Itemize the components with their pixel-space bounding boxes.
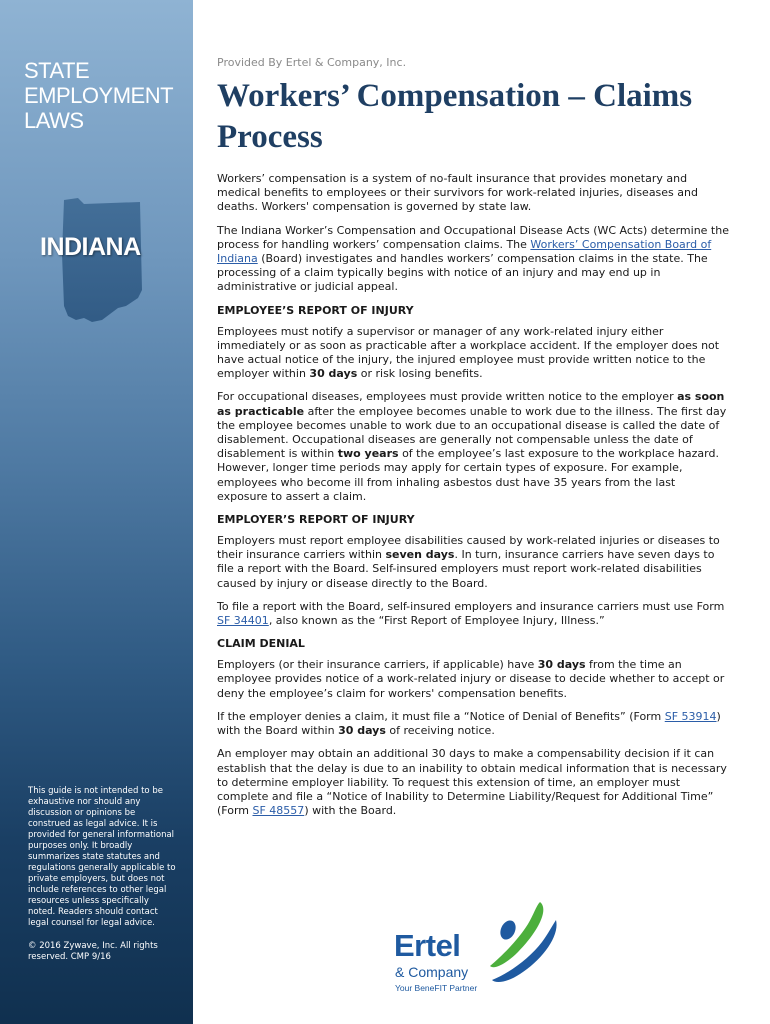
copyright-text: © 2016 Zywave, Inc. All rights reserved. CMP 9/16	[28, 941, 158, 962]
sidebar	[0, 0, 193, 1024]
employer-report-paragraph: Employers must report employee disabilities caused by work-related injuries or diseases to their insurance carriers within seven days. In turn, insurance carriers have seven days to file a report with the Board. Self-insured employers must report work-related disabilities caused by injury or disease directly to the Board.	[217, 534, 720, 590]
sf-48557-link[interactable]: SF 48557	[252, 804, 305, 818]
logo-tagline: Your BeneFIT Partner	[395, 983, 478, 993]
employer-report-heading: EMPLOYER’S REPORT OF INJURY	[217, 513, 415, 527]
disclaimer	[28, 786, 176, 975]
series-title	[24, 58, 173, 133]
employee-notice-paragraph: Employees must notify a supervisor or manager of any work-related injury either immediately or as soon as practicable after a workplace accident. If the employer does not have actual notice of the injury, the injured employee must provide written notice to the employer within 30 days or risk losing benefits.	[217, 324, 720, 381]
state-name: INDIANA	[40, 233, 141, 261]
sf-53914-link[interactable]: SF 53914	[664, 709, 717, 723]
occupational-disease-paragraph: For occupational diseases, employees must provide written notice to the employer as soon as practicable after the employee becomes unable to work due to the illness. The first day the employee becomes unable to work due to an occupational disease is called the date of disablement. Occupational diseases are generally not compensable unless the date of disablement is within two years of the employee’s last exposure to the workplace hazard. However, longer time periods may apply for certain types of exposure. For example, employees who become ill from inhaling asbestos dust have 35 years from the last exposure to assert a claim.	[217, 390, 727, 503]
intro-paragraph: Workers’ compensation is a system of no-fault insurance that provides monetary and medical benefits to employees or their survivors for work-related injuries, diseases and deaths. Workers' compensation is governed by state law.	[217, 172, 698, 214]
denial-notice-paragraph: If the employer denies a claim, it must file a “Notice of Denial of Benefits” (Form SF 53914) with the Board within 30 days of receiving notice.	[217, 709, 721, 738]
claim-denial-heading: CLAIM DENIAL	[217, 637, 305, 651]
provided-by: Provided By Ertel & Company, Inc.	[217, 56, 407, 69]
document-title: Workers’ Compensation – Claims Process	[217, 78, 693, 155]
wc-acts-paragraph: The Indiana Worker’s Compensation and Occupational Disease Acts (WC Acts) determine the process for handling workers’ compensation claims. The Workers’ Compensation Board of Indiana (Board) investigates and handles workers’ compensation claims in the state. The processing of a claim typically begins with notice of an injury and may end up in administrative or judicial appeal.	[217, 223, 729, 294]
disclaimer-text: This guide is not intended to be exhaustive nor should any discussion or opinions be construed as legal advice. It is provided for general informational purposes only. It broadly summarizes state statutes and regulations generally applicable to private employers, but does not include references to other legal resources unless specifically noted. Readers should contact legal counsel for legal advice.	[28, 786, 176, 928]
logo-name: Ertel	[394, 928, 461, 963]
document-body	[217, 172, 729, 818]
series-title-line-1: STATE	[24, 58, 90, 83]
decision-deadline-paragraph: Employers (or their insurance carriers, if applicable) have 30 days from the time an employee provides notice of a work-related injury or disease to decide whether to accept or deny the employee’s claim for workers' compensation benefits.	[217, 658, 725, 700]
sf-34401-link[interactable]: SF 34401	[217, 614, 269, 628]
ertel-swoosh-icon	[478, 900, 558, 984]
ertel-logo	[392, 900, 558, 994]
logo-company: & Company	[395, 964, 469, 980]
series-title-line-3: LAWS	[24, 108, 84, 133]
form-report-paragraph: To file a report with the Board, self-insured employers and insurance carriers must use Form SF 34401, also known as the “First Report of Employee Injury, Illness.”	[217, 599, 725, 628]
employee-report-heading: EMPLOYEE’S REPORT OF INJURY	[217, 303, 414, 317]
extension-paragraph: An employer may obtain an additional 30 days to make a compensability decision if it can establish that the delay is due to an inability to obtain medical information that is necessary to determine employer liability. To request this extension of time, an employer must complete and file a “Notice of Inability to Determine Liability/Request for Additional Time” (Form SF 48557) with the Board.	[217, 747, 727, 818]
board-link[interactable]: Workers’ Compensation Board of Indiana	[217, 237, 712, 266]
series-title-line-2: EMPLOYMENT	[24, 83, 174, 108]
main-content	[217, 56, 729, 827]
